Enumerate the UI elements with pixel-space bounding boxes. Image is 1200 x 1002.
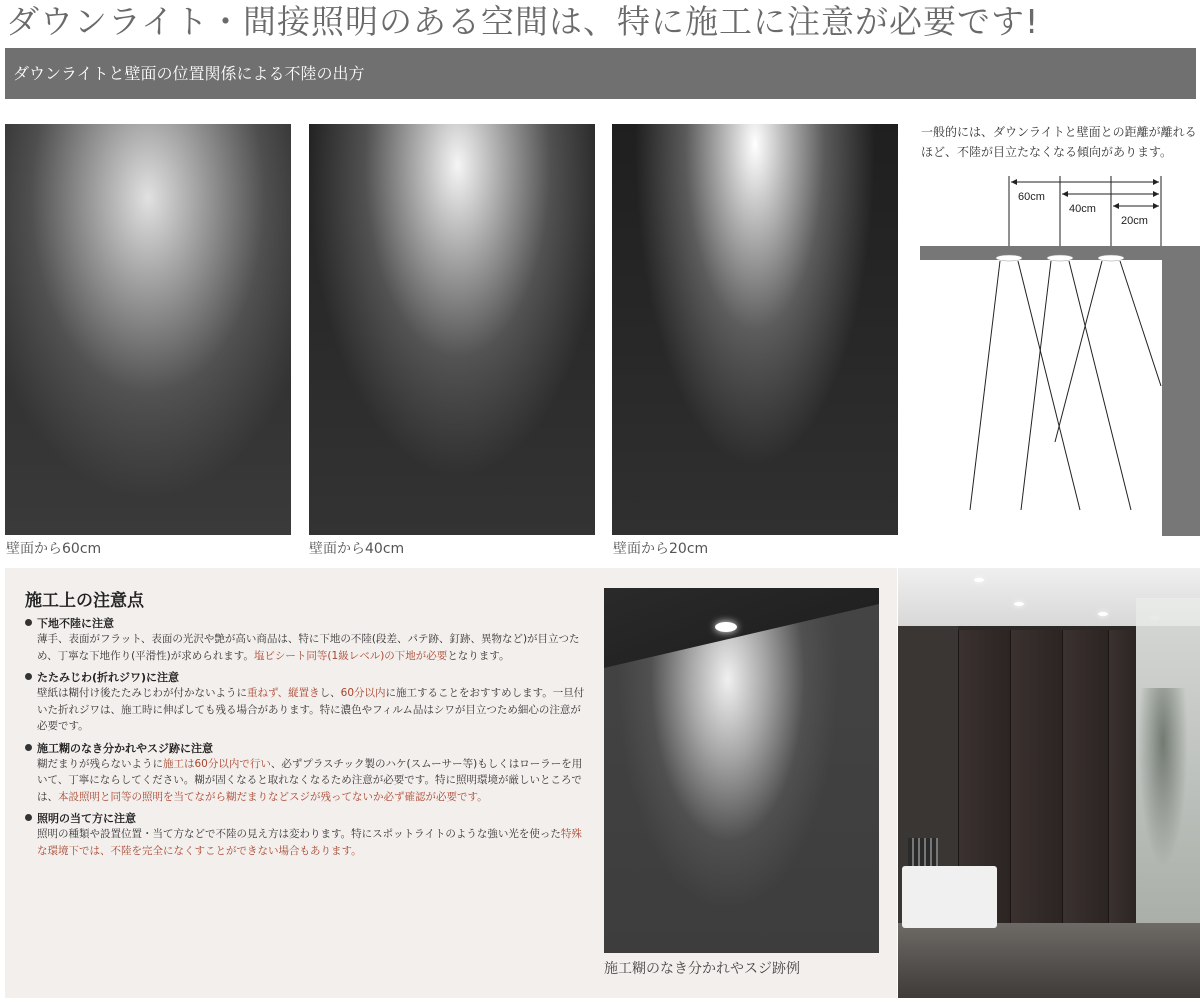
note-item xyxy=(25,616,590,664)
room-floor xyxy=(898,923,1200,998)
distance-label: 40cm xyxy=(1069,203,1096,215)
section-banner: ダウンライトと壁面の位置関係による不陸の出方 xyxy=(5,48,1196,99)
diagram-description-line: ほど、不陸が目立たなくなる傾向があります。 xyxy=(921,145,1173,159)
light-spot xyxy=(612,124,898,535)
note-item xyxy=(25,670,590,735)
photo-caption: 壁面から60cm xyxy=(6,541,102,557)
note-highlight: 60分以内 xyxy=(340,687,386,699)
downlight-icon xyxy=(1014,602,1024,606)
note-heading: 照明の当て方に注意 xyxy=(25,811,590,826)
distance-diagram xyxy=(918,170,1200,540)
note-heading: 下地不陸に注意 xyxy=(25,616,590,631)
interior-photo xyxy=(898,568,1200,998)
notes-title: 施工上の注意点 xyxy=(25,591,144,611)
wall-panel xyxy=(1108,630,1137,930)
diagram-description-line: 一般的には、ダウンライトと壁面との距離が離れる xyxy=(921,125,1197,139)
wall-photo-40cm xyxy=(309,124,595,535)
ceiling-bar xyxy=(920,246,1162,260)
bullet-icon xyxy=(25,619,32,626)
downlight-icon xyxy=(715,622,737,632)
note-heading: たたみじわ(折れジワ)に注意 xyxy=(25,670,590,685)
note-body: 壁紙は糊付け後たたみじわが付かないように重ねず、縦置きし、60分以内に施工することをおすすめします。一旦付いた折れジワは、施工時に伸ばしても残る場合があります。特に濃色やフィルム品はシワが目立つため細心の注意が必要です。 xyxy=(37,687,585,732)
note-item xyxy=(25,811,590,859)
wall-photo-60cm xyxy=(5,124,291,535)
light-spot xyxy=(5,124,291,535)
distance-label: 60cm xyxy=(1018,191,1045,203)
paste-streak-example-photo xyxy=(604,588,879,953)
note-item xyxy=(25,741,590,806)
light-spot xyxy=(309,124,595,535)
notes-list xyxy=(25,616,590,865)
sofa xyxy=(902,866,997,928)
wall-bar xyxy=(1162,246,1200,536)
example-photo-caption: 施工糊のなき分かれやスジ跡例 xyxy=(604,961,800,977)
bullet-icon xyxy=(25,744,32,751)
bullet-icon xyxy=(25,673,32,680)
wall-panel xyxy=(1062,630,1109,930)
note-highlight: 本設照明と同等の照明を当てながら糊だまりなどスジが残ってないか必ず確認が必要です。 xyxy=(58,790,488,803)
note-body: 照明の種類や設置位置・当て方などで不陸の見え方は変わります。特にスポットライトのような強い光を使った特殊な環境下では、不陸を完全になくすことができない場合もあります。 xyxy=(37,828,582,857)
wall-panel xyxy=(1010,630,1063,930)
page-title: ダウンライト・間接照明のある空間は、特に施工に注意が必要です! xyxy=(6,2,1040,41)
note-highlight: 塩ビシート同等(1級レベル)の下地が必要 xyxy=(253,649,448,662)
note-body: 糊だまりが残らないように施工は60分以内で行い、必ずプラスチック製のハケ(スムーサー等)もしくはローラーを用いて、丁寧にならしてください。糊が固くなると取れなくなるため注意が必要です。特に照明環境が厳しいところでは、本設照明と同等の照明を当てながら糊だまりなどスジが残ってないか必ず確認が必要です。 xyxy=(37,757,583,803)
note-body: 薄手、表面がフラット、表面の光沢や艶が高い商品は、特に下地の不陸(段差、パテ跡、釘跡、異物など)が目立つため、丁寧な下地作り(平滑性)が求められます。塩ビシート同等(1級レベル)の下地が必要となります。 xyxy=(37,633,580,662)
wall-photo-20cm xyxy=(612,124,898,535)
note-highlight: 重ねず、縦置き xyxy=(247,687,320,699)
plant xyxy=(1138,688,1188,868)
bullet-icon xyxy=(25,814,32,821)
downlight-icon xyxy=(1098,612,1108,616)
downlight-icon xyxy=(974,578,984,582)
diagram-description xyxy=(921,122,1199,162)
distance-label: 20cm xyxy=(1121,215,1148,227)
note-highlight: 施工は60分以内で行い xyxy=(163,757,271,770)
photo-caption: 壁面から40cm xyxy=(309,541,405,557)
photo-caption: 壁面から20cm xyxy=(613,541,709,557)
note-highlight: 特殊な環境下では、不陸を完全になくすことができない場合もあります。 xyxy=(37,828,582,857)
note-heading: 施工糊のなき分かれやスジ跡に注意 xyxy=(25,741,590,756)
